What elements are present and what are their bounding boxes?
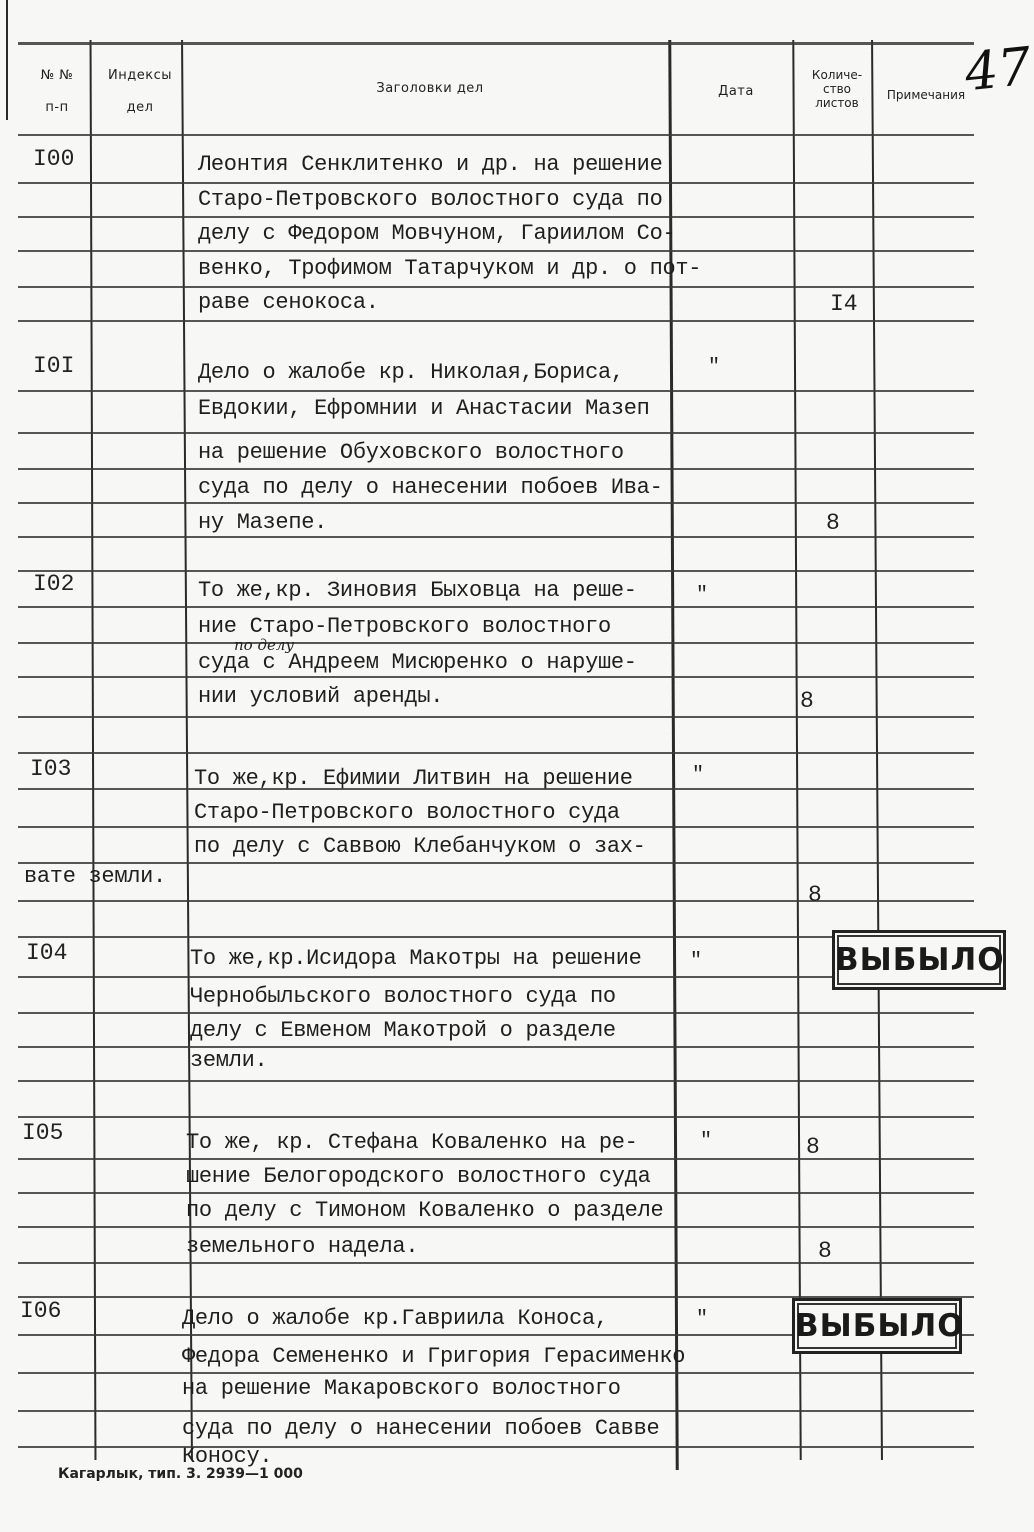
entry-title-line: делу с Федором Мовчуном, Гариилом Со- xyxy=(198,221,676,246)
header-notes: Примечания xyxy=(886,88,966,102)
sheet-count-2: 8 xyxy=(818,1238,832,1264)
withdrawn-stamp: ВЫБЫЛО xyxy=(832,930,1006,990)
entry-title-line: Евдокии, Ефромнии и Анастасии Мазеп xyxy=(198,396,650,421)
header-titles: Заголовки дел xyxy=(376,81,484,96)
date-ditto: " xyxy=(696,584,709,607)
entry-title-line: То же,кр. Зиновия Быховца на реше- xyxy=(198,578,637,603)
entry-title-line: ну Мазепе. xyxy=(198,510,328,535)
entry-title-line: Дело о жалобе кр. Николая,Бориса, xyxy=(198,360,624,385)
entry-title-line: То же,кр.Исидора Макотры на решение xyxy=(190,946,642,971)
entry-title-line: суда по делу о нанесении побоев Ива- xyxy=(198,475,663,500)
entry-title-line: суда с Андреем Мисюренко о наруше- xyxy=(198,650,637,675)
entry-title-line: То же, кр. Стефана Коваленко на ре- xyxy=(186,1130,638,1155)
entry-title-line: ние Старо-Петровского волостного xyxy=(198,614,611,639)
top-rule xyxy=(18,42,974,45)
sheet-count: I4 xyxy=(830,291,858,317)
header-sheets: Количе- ство листов xyxy=(811,68,863,110)
entry-title-line: Коносу. xyxy=(182,1444,273,1469)
header-num: № № п-п xyxy=(40,68,74,115)
date-ditto: " xyxy=(700,1130,713,1153)
entry-title-line: по делу с Тимоном Коваленко о разделе xyxy=(186,1198,664,1223)
sheet-count: 8 xyxy=(808,882,822,908)
entry-title-continuation: вате земли. xyxy=(24,864,166,889)
entry-title-line: земли. xyxy=(190,1048,268,1073)
withdrawn-stamp: ВЫБЫЛО xyxy=(792,1298,962,1354)
entry-title-line: на решение Макаровского волостного xyxy=(182,1376,621,1401)
entry-title-line: земельного надела. xyxy=(186,1234,419,1259)
entry-title-line: венко, Трофимом Татарчуком и др. о пот- xyxy=(198,256,702,281)
entry-title-line: То же,кр. Ефимии Литвин на решение xyxy=(194,766,633,791)
entry-title-line: нии условий аренды. xyxy=(198,684,444,709)
col-rule-left xyxy=(6,0,8,120)
entry-number: I05 xyxy=(22,1120,64,1146)
entry-title-line: на решение Обуховского волостного xyxy=(198,440,624,465)
entry-number: I04 xyxy=(26,940,68,966)
handwritten-insertion: по делу xyxy=(234,636,295,654)
date-ditto: " xyxy=(708,356,721,379)
sheet-count: 8 xyxy=(800,688,814,714)
printer-imprint: Кагарлык, тип. 3. 2939—1 000 xyxy=(58,1466,303,1482)
entry-title-line: Федора Семененко и Григория Герасименко xyxy=(182,1344,686,1369)
entry-number: I06 xyxy=(20,1298,62,1324)
sheet-count: 8 xyxy=(826,510,840,536)
entry-title-line: раве сенокоса. xyxy=(198,290,379,315)
entry-title-line: Старо-Петровского волостного суда по xyxy=(198,187,663,212)
entry-title-line: суда по делу о нанесении побоев Савве xyxy=(182,1416,660,1441)
date-ditto: " xyxy=(696,1308,709,1331)
folio-number: 47 xyxy=(962,36,1034,104)
date-ditto: " xyxy=(690,950,703,973)
entry-title-line: Старо-Петровского волостного суда xyxy=(194,800,620,825)
header-indices: Индексы дел xyxy=(108,68,172,115)
col-rule-5 xyxy=(871,40,883,1460)
entry-title-line: по делу с Саввою Клебанчуком о зах- xyxy=(194,834,646,859)
entry-number: I00 xyxy=(33,146,75,172)
entry-title-line: Дело о жалобе кр.Гавриила Коноса, xyxy=(182,1306,608,1331)
entry-number: I0I xyxy=(33,353,75,379)
col-rule-3 xyxy=(668,40,678,1470)
entry-title-line: делу с Евменом Макотрой о разделе xyxy=(190,1018,616,1043)
header-bottom-rule xyxy=(18,134,974,136)
entry-number: I03 xyxy=(30,756,72,782)
entry-title-line: Чернобыльского волостного суда по xyxy=(190,984,616,1009)
entry-number: I02 xyxy=(33,571,75,597)
date-ditto: " xyxy=(692,764,705,787)
sheet-count: 8 xyxy=(806,1134,820,1160)
header-date: Дата xyxy=(718,84,754,99)
col-rule-4 xyxy=(792,40,801,1460)
entry-title-line: шение Белогородского волостного суда xyxy=(186,1164,651,1189)
entry-title-line: Леонтия Сенклитенко и др. на решение xyxy=(198,152,663,177)
col-rule-1 xyxy=(90,40,97,1460)
